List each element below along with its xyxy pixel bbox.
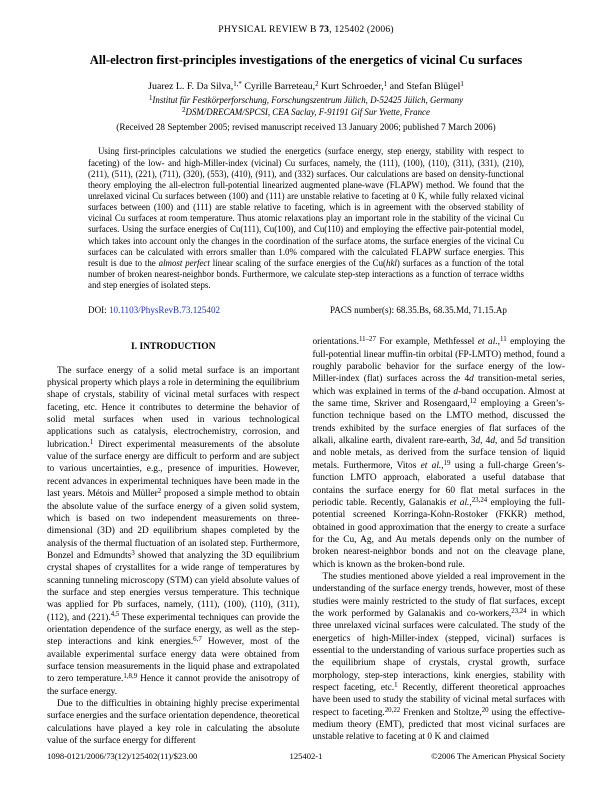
received-line: (Received 28 September 2005; revised manuscript received 13 January 2006; published 7 March 2006) xyxy=(116,122,496,133)
paragraph-intro-3: orientations.$^{11-27}$ For example, Methfessel et al.,$^{11}$ employing the full-potential linear muffin-tin orbital (FP-LMTO) method, found a roughly parabolic behavior for the surface energy of the low-Miller-index (flat) surfaces across the 4d transition-metal series, which was explained in terms of the d-band occupation. Almost at the same time, Skriver and Rosengaard,$^{12}$ employing a Green’s-function technique based on the LMTO method, discussed the trends exhibited by the surface energies of flat surfaces of the alkali, alkaline earth, divalent rare-earth, 3d, 4d, and 5d transition and noble metals, as derived from the surface tension of liquid metals. Furthermore, Vitos et al.,$^{19}$ using a full-charge Green’s-function LMTO approach, elaborated a useful database that contains the surface energy for 60 flat metal surfaces in the periodic table. Recently, Galanakis et al.,$^{23,24}$ employing the full-potential screened Korringa-Kohn-Rostoker (FKKR) method, obtained in good approximation that the energy to create a surface for the Cu, Ag, and Au metals depends only on the number of broken nearest-neighbor bonds and not on the cleavage plane, which is known as the broken-bond rule. xyxy=(312,336,566,570)
paragraph-intro-4: The studies mentioned above yielded a real improvement in the understanding of the surface energy trends, however, most of these studies were mainly restricted to the study of flat surfaces, except the work performed by Galanakis and co-workers,$^{23,24}$ in which three unrelaxed vicinal surfaces were calculated. The study of the energetics of high-Miller-index (stepped, vicinal) surfaces is essential to the understanding of various surface properties such as the equilibrium shape of crystals, crystal growth, surface morphology, step-step interactions, kink energies, stability with respect faceting, etc.$^1$ Recently, different theoretical approaches have been used to study the stability of vicinal metal surfaces with respect to faceting.$^{20,22}$ Frenken and Stoltze,$^{20}$ using the effective-medium theory (EMT), predicted that most vicinal surfaces are unstable relative to faceting at 0 K and claimed xyxy=(312,571,566,743)
body-columns xyxy=(47,336,565,747)
paragraph-intro-1: The surface energy of a solid metal surface is an important physical property which plays a role in determining the equilibrium shape of crystals, stability of vicinal metal surfaces with respect faceting, etc. Hence it contributes to determine the behavior of solid metal surfaces when used in various technological applications such as catalysis, electrochemistry, corrosion, and lubrication.$^1$ Direct experimental measurements of the absolute value of the surface energy are difficult to perform and are subject to various uncertainties, e.g., presence of impurities. However, recent advances in experimental techniques have been made in the last years. Métois and Müller$^2$ proposed a simple method to obtain the absolute value of the surface energy of a given solid system, which is based on two independent measurements on three-dimensional (3D) and 2D equilibrium shapes completed by the analysis of the thermal fluctuation of an isolated step. Furthermore, Bonzel and Edmundts$^3$ showed that analyzing the 3D equilibrium crystal shapes of crystallites for a wide range of temperatures by scanning tunneling microscopy (STM) can yield absolute values of the surface and step energies versus temperature. This technique was applied for Pb surfaces, namely, (111), (100), (110), (311), (112), and (221).$^{4,5}$ These experimental techniques can provide the orientation dependence of the surface energy, as well as the step-step interactions and kink energies.$^{6,7}$ However, most of the available experimental surface energy data were obtained from surface tension measurements in the liquid phase and extrapolated to zero temperature.$^{1,8,9}$ Hence it cannot provide the anisotropy of the surface energy. xyxy=(47,365,300,697)
right-column xyxy=(313,336,566,747)
doi-link[interactable]: 10.1103/PhysRevB.73.125402 xyxy=(108,305,221,316)
page-footer xyxy=(47,751,565,762)
affiliation-1: $^1$Institut für Festkörperforschung, Forschungszentrum Jülich, D-52425 Jülich, Germany xyxy=(148,95,464,106)
doi-line xyxy=(88,305,330,315)
journal-volume: 73 xyxy=(319,24,330,35)
footer-copyright: ©2006 The American Physical Society xyxy=(431,751,565,761)
left-column xyxy=(47,336,300,747)
doi-label: DOI: xyxy=(88,305,109,316)
footer-page-number: 125402-1 xyxy=(289,751,323,761)
affiliations xyxy=(47,95,565,118)
journal-header-line xyxy=(47,24,565,35)
doi-pacs-row xyxy=(88,305,524,315)
footer-issn-price: 1098-0121/2006/73(12)/125402(11)/$23.00 xyxy=(47,751,198,761)
section-heading-introduction: I. INTRODUCTION xyxy=(131,342,216,353)
paragraph-intro-2: Due to the difficulties in obtaining highly precise experimental surface energies and the surface orientation dependence, theoretical calculations have played a key role in calculating the absolute value of the surface energy for different xyxy=(47,699,300,747)
abstract: Using first-principles calculations we studied the energetics (surface energy, step energy, stability with respect to faceting) of the low- and high-Miller-index (vicinal) Cu surfaces, namely, the (111), (100), (110), (311), (331), (210), (211), (511), (221), (711), (320), (553), (410), (911), and (332) surfaces. Our calculations are based on density-functional theory employing the all-electron full-potential linearized augmented plane-wave (FLAPW) method. We found that the unrelaxed vicinal Cu surfaces between (100) and (111) are unstable relative to faceting at 0 K, while fully relaxed vicinal surfaces between (100) and (111) are stable relative to faceting, which is in agreement with the observed stability of vicinal Cu surfaces at room temperature. Thus atomic relaxations play an important role in the stability of the vicinal Cu surfaces. Using the surface energies of Cu(111), Cu(100), and Cu(110) and employing the effective pair-potential model, which takes into account only the changes in the coordination of the surface atoms, the surface energies of the vicinal Cu surfaces can be calculated with errors smaller than 1.0% compared with the calculated FLAPW surface energies. This result is due to the almost perfect linear scaling of the surface energies of the Cu(hkl) surfaces as a function of the total number of broken nearest-neighbor bonds. Furthermore, we calculate step-step interactions as a function of terrace widths and step energies of isolated steps. xyxy=(88,146,525,291)
pacs-line: PACS number(s): 68.35.Bs, 68.35.Md, 71.15.Ap xyxy=(329,305,507,316)
affiliation-2: $^2$DSM/DRECAM/SPCSI, CEA Saclay, F-91191 Gif Sur Yvette, France xyxy=(182,106,430,117)
authors-line: Juarez L. F. Da Silva,$^{1,*}$ Cyrille Barreteau,$^2$ Kurt Schroeder,$^1$ and Stefan Blügel$^1$ xyxy=(148,81,464,93)
journal-name: PHYSICAL REVIEW B xyxy=(218,24,320,35)
paper-title: All-electron first-principles investigations of the energetics of vicinal Cu surfaces xyxy=(89,53,523,67)
journal-issue-info: , 125402 (2006) xyxy=(329,24,394,35)
